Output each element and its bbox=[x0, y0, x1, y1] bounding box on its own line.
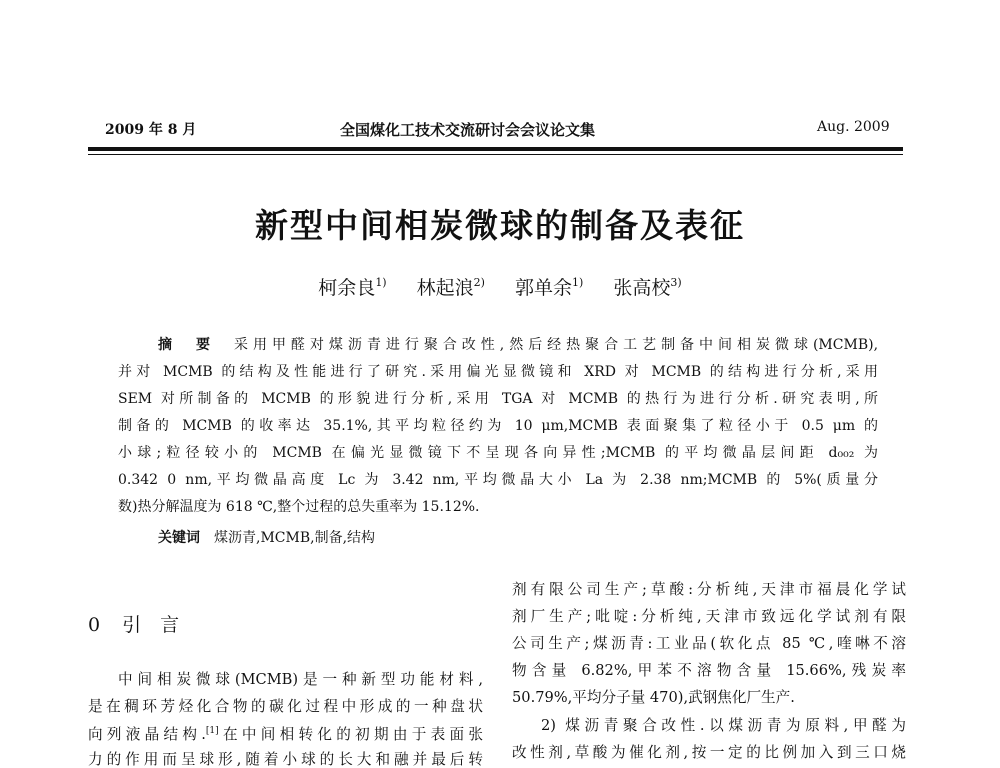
abstract-line: 数)热分解温度为 618 ℃,整个过程的总失重率为 15.12%. bbox=[118, 499, 480, 515]
abstract-line: 小球;粒径较小的 MCMB 在偏光显微镜下不呈现各向异性;MCMB 的平均微晶层间距 d₀₀₂ 为 bbox=[118, 445, 878, 461]
author: 林起浪$^{2)}$ bbox=[416, 276, 485, 299]
author: 张高校$^{3)}$ bbox=[613, 276, 682, 299]
author: 柯余良$^{1)}$ bbox=[318, 276, 387, 299]
abstract-label: 摘 要 bbox=[158, 337, 215, 353]
keywords bbox=[158, 527, 375, 547]
abstract-line: 并对 MCMB 的结构及性能进行了研究.采用偏光显微镜和 XRD 对 MCMB 的结构进行分析,采用 bbox=[118, 364, 878, 380]
header-proceedings-title: 全国煤化工技术交流研讨会会议论文集 bbox=[340, 121, 596, 139]
body-line: 剂有限公司生产;草酸:分析纯,天津市福晨化学试 bbox=[512, 581, 906, 598]
abstract-line: SEM 对所制备的 MCMB 的形貌进行分析,采用 TGA 对 MCMB 的热行为进行分析.研究表明,所 bbox=[118, 391, 878, 407]
body-line: 中间相炭微球(MCMB)是一种新型功能材料, bbox=[118, 671, 483, 688]
body-line: 50.79%,平均分子量 470),武钢焦化厂生产. bbox=[512, 689, 795, 706]
body-line: 力的作用而呈球形,随着小球的长大和融并最后转 bbox=[88, 751, 483, 768]
section-title: 引 言 bbox=[122, 614, 180, 636]
author-list bbox=[0, 273, 1000, 300]
section-number: 0 bbox=[88, 614, 101, 636]
abstract-line: 摘 要 采用甲醛对煤沥青进行聚合改性,然后经热聚合工艺制备中间相炭微球(MCMB), bbox=[158, 337, 879, 353]
body-line: 改性剂,草酸为催化剂,按一定的比例加入到三口烧 bbox=[512, 744, 906, 761]
paper-title: 新型中间相炭微球的制备及表征 bbox=[255, 206, 745, 245]
abstract-line: 制备的 MCMB 的收率达 35.1%,其平均粒径约为 10 μm,MCMB 表面聚集了粒径小于 0.5 μm 的 bbox=[118, 418, 878, 434]
author: 郭单余$^{1)}$ bbox=[515, 276, 584, 299]
body-line: 2) 煤沥青聚合改性.以煤沥青为原料,甲醛为 bbox=[541, 717, 906, 734]
citation-ref: [1] bbox=[205, 726, 219, 736]
keywords-text: 煤沥青,MCMB,制备,结构 bbox=[214, 530, 376, 546]
abstract-line: 0.342 0 nm,平均微晶高度 Lc 为 3.42 nm,平均微晶大小 La 为 2.38 nm;MCMB 的 5%(质量分 bbox=[118, 472, 878, 488]
header-date-cn: 2009 年 8 月 bbox=[105, 122, 197, 138]
header-rule-thick bbox=[88, 147, 903, 151]
body-line: 是在稠环芳烃化合物的碳化过程中形成的一种盘状 bbox=[88, 698, 483, 715]
keywords-label: 关键词 bbox=[158, 530, 200, 546]
header-date-en: Aug. 2009 bbox=[817, 119, 890, 135]
header-rule-thin bbox=[88, 154, 903, 155]
body-line: 公司生产;煤沥青:工业品(软化点 85 ℃,喹啉不溶 bbox=[512, 635, 906, 652]
body-line: 物含量 6.82%,甲苯不溶物含量 15.66%,残炭率 bbox=[512, 662, 906, 679]
body-line: 向列液晶结构.[1]在中间相转化的初期由于表面张 bbox=[88, 726, 483, 743]
body-line: 剂厂生产;吡啶:分析纯,天津市致远化学试剂有限 bbox=[512, 608, 906, 625]
section-heading bbox=[88, 610, 201, 637]
